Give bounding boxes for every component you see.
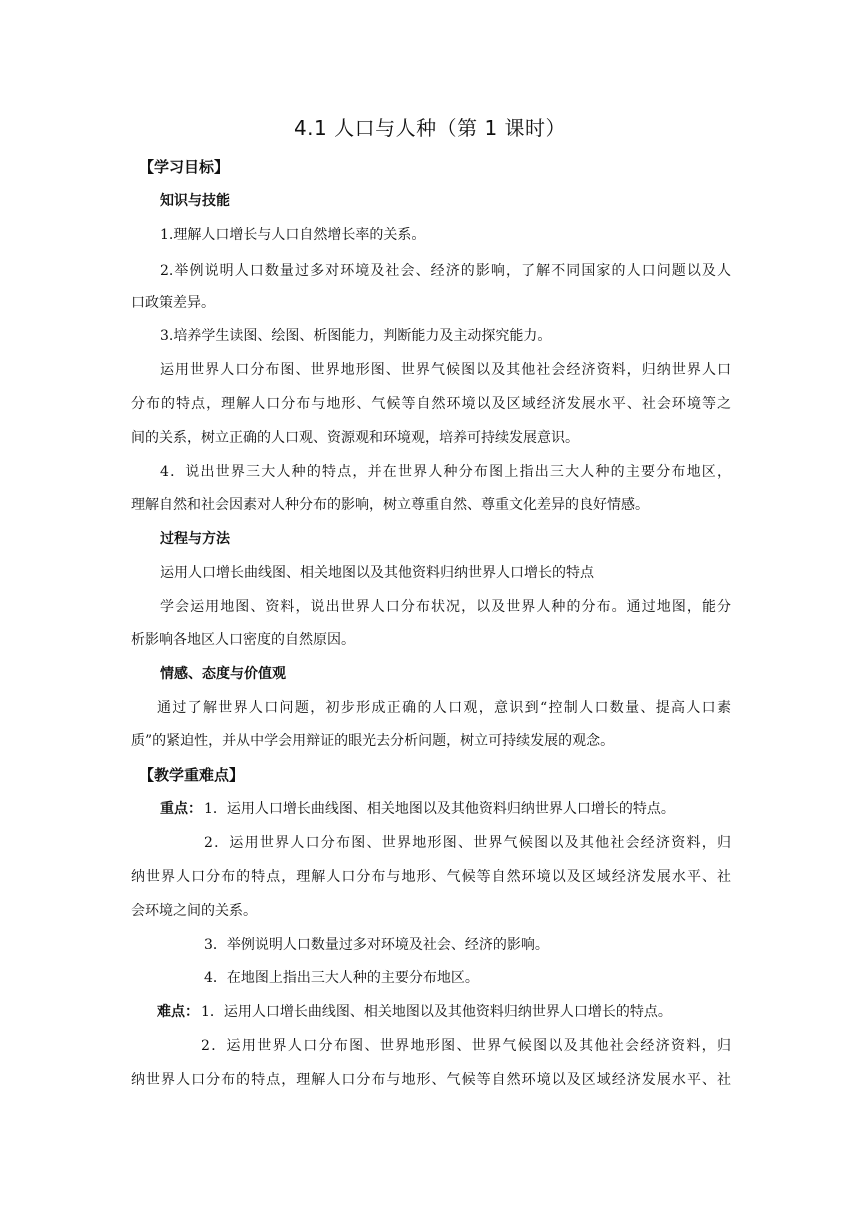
key-item-4: 4．在地图上指出三大人种的主要分布地区。 — [204, 970, 479, 986]
subheading-knowledge: 知识与技能 — [160, 193, 230, 209]
paragraph-kp1-line3: 间的关系，树立正确的人口观、资源观和环境观，培养可持续发展意识。 — [131, 430, 579, 446]
key-item-3: 3．举例说明人口数量过多对环境及社会、经济的影响。 — [204, 937, 549, 953]
key-label: 重点： — [160, 801, 202, 817]
difficult-label: 难点： — [157, 1004, 199, 1020]
paragraph-k4-line1: 4．说出世界三大人种的特点，并在世界人种分布图上指出三大人种的主要分布地区， — [160, 464, 731, 480]
difficult-item-1: 1．运用人口增长曲线图、相关地图以及其他资料归纳世界人口增长的特点。 — [201, 1004, 672, 1020]
page-title: 4.1 人口与人种（第 1 课时） — [293, 116, 567, 140]
paragraph-k2-line1: 2.举例说明人口数量过多对环境及社会、经济的影响，了解不同国家的人口问题以及人 — [160, 263, 731, 279]
subheading-emotion: 情感、态度与价值观 — [160, 666, 286, 682]
section-heading-key-difficult: 【教学重难点】 — [139, 766, 245, 784]
paragraph-k1: 1.理解人口增长与人口自然增长率的关系。 — [160, 227, 426, 243]
paragraph-e1-line2: 质”的紧迫性，并从中学会用辩证的眼光去分析问题，树立可持续发展的观念。 — [131, 733, 615, 749]
difficult-item-2-line2: 纳世界人口分布的特点，理解人口分布与地形、气候等自然环境以及区域经济发展水平、社 — [131, 1072, 731, 1088]
paragraph-kp1-line1: 运用世界人口分布图、世界地形图、世界气候图以及其他社会经济资料，归纳世界人口 — [160, 362, 731, 378]
paragraph-p2-line2: 析影响各地区人口密度的自然原因。 — [131, 632, 355, 648]
paragraph-kp1-line2: 分布的特点，理解人口分布与地形、气候等自然环境以及区域经济发展水平、社会环境等之 — [131, 396, 731, 412]
key-item-2-line1: 2．运用世界人口分布图、世界地形图、世界气候图以及其他社会经济资料，归 — [204, 835, 731, 851]
key-item-1: 1．运用人口增长曲线图、相关地图以及其他资料归纳世界人口增长的特点。 — [204, 801, 675, 817]
paragraph-p1: 运用人口增长曲线图、相关地图以及其他资料归纳世界人口增长的特点 — [160, 565, 594, 581]
paragraph-e1-line1: 通过了解世界人口问题，初步形成正确的人口观，意识到“控制人口数量、提高人口素 — [157, 700, 731, 716]
key-item-2-line3: 会环境之间的关系。 — [131, 903, 257, 919]
section-heading-objectives: 【学习目标】 — [139, 158, 230, 176]
paragraph-k4-line2: 理解自然和社会因素对人种分布的影响，树立尊重自然、尊重文化差异的良好情感。 — [131, 497, 649, 513]
paragraph-p2-line1: 学会运用地图、资料，说出世界人口分布状况，以及世界人种的分布。通过地图，能分 — [160, 599, 731, 615]
paragraph-k2-line2: 口政策差异。 — [131, 295, 215, 311]
paragraph-k3: 3.培养学生读图、绘图、析图能力，判断能力及主动探究能力。 — [160, 328, 552, 344]
difficult-item-2-line1: 2．运用世界人口分布图、世界地形图、世界气候图以及其他社会经济资料，归 — [201, 1038, 731, 1054]
key-item-2-line2: 纳世界人口分布的特点，理解人口分布与地形、气候等自然环境以及区域经济发展水平、社 — [131, 869, 731, 885]
subheading-process: 过程与方法 — [160, 531, 230, 547]
